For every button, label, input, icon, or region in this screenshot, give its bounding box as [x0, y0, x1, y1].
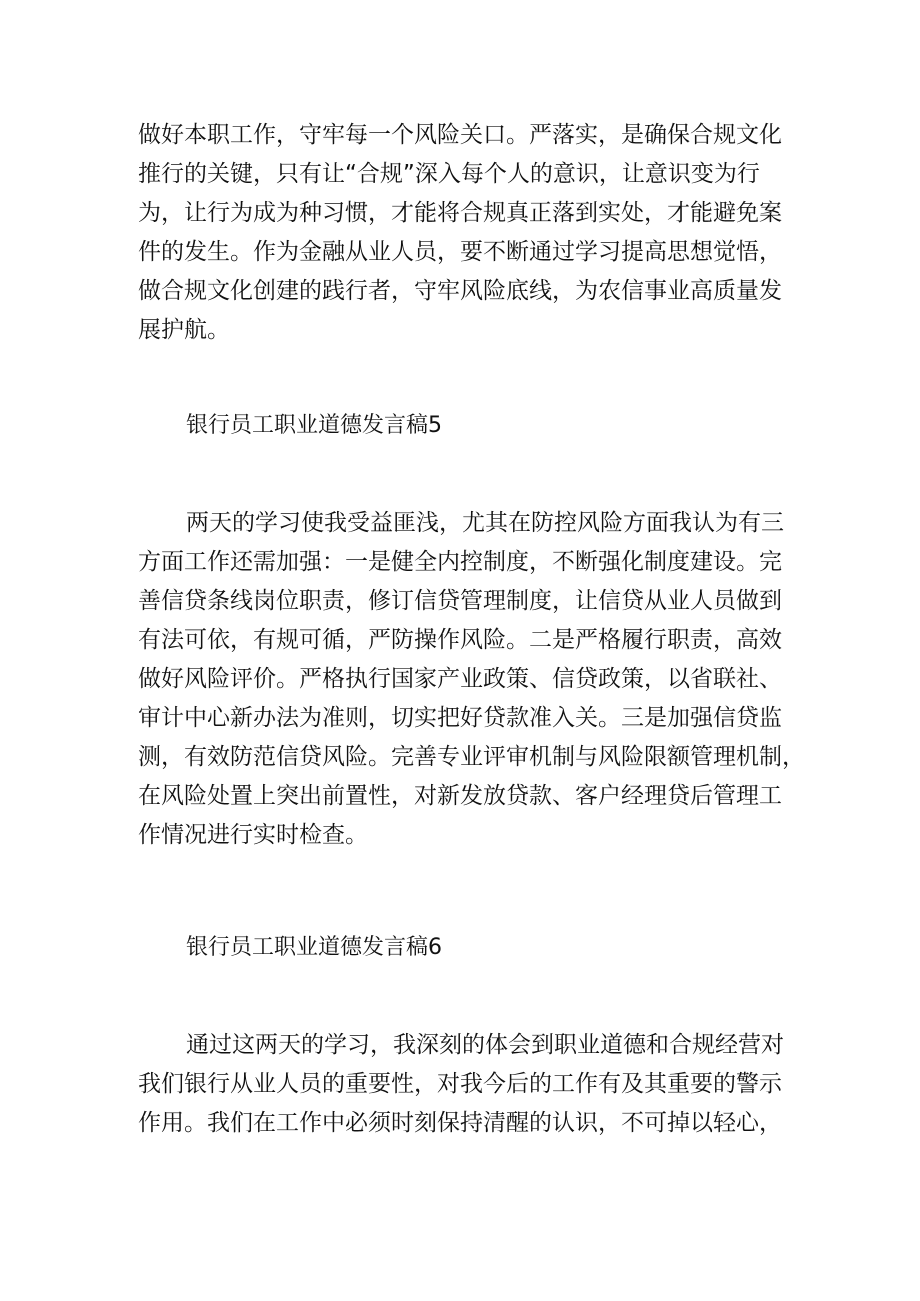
paragraph-1-line-6: 展护航。: [138, 317, 230, 343]
paragraph-1-line-3: 为，让行为成为种习惯，才能将合规真正落到实处，才能避免案: [138, 200, 782, 226]
section-heading-6: 银行员工职业道德发言稿6: [186, 935, 442, 960]
section-heading-5: 银行员工职业道德发言稿5: [186, 413, 442, 438]
paragraph-3-line-3: 作用。我们在工作中必须时刻保持清醒的认识，不可掉以轻心，: [138, 1110, 782, 1136]
paragraph-2-line-8: 在风险处置上突出前置性，对新发放贷款、客户经理贷后管理工: [138, 783, 782, 809]
paragraph-2-line-3: 善信贷条线岗位职责，修订信贷管理制度，让信贷从业人员做到: [138, 588, 782, 614]
paragraph-3-line-2: 我们银行从业人员的重要性，对我今后的工作有及其重要的警示: [138, 1071, 782, 1097]
paragraph-2-line-1: 两天的学习使我受益匪浅，尤其在防控风险方面我认为有三: [186, 510, 784, 536]
paragraph-1-line-5: 做合规文化创建的践行者，守牢风险底线，为农信事业高质量发: [138, 278, 782, 304]
paragraph-2-line-7: 测，有效防范信贷风险。完善专业评审机制与风险限额管理机制，: [138, 744, 805, 770]
paragraph-1-line-1: 做好本职工作，守牢每一个风险关口。严落实，是确保合规文化: [138, 122, 782, 148]
paragraph-2-line-2: 方面工作还需加强：一是健全内控制度，不断强化制度建设。完: [138, 549, 782, 575]
paragraph-3-line-1: 通过这两天的学习，我深刻的体会到职业道德和合规经营对: [186, 1032, 784, 1058]
paragraph-2-line-5: 做好风险评价。严格执行国家产业政策、信贷政策，以省联社、: [138, 666, 782, 692]
paragraph-2-line-9: 作情况进行实时检查。: [138, 822, 368, 848]
paragraph-2-line-4: 有法可依，有规可循，严防操作风险。二是严格履行职责，高效: [138, 627, 782, 653]
paragraph-1-line-4: 件的发生。作为金融从业人员，要不断通过学习提高思想觉悟，: [138, 239, 782, 265]
paragraph-1-line-2: 推行的关键，只有让“合规”深入每个人的意识，让意识变为行: [138, 161, 760, 187]
paragraph-2-line-6: 审计中心新办法为准则，切实把好贷款准入关。三是加强信贷监: [138, 705, 782, 731]
